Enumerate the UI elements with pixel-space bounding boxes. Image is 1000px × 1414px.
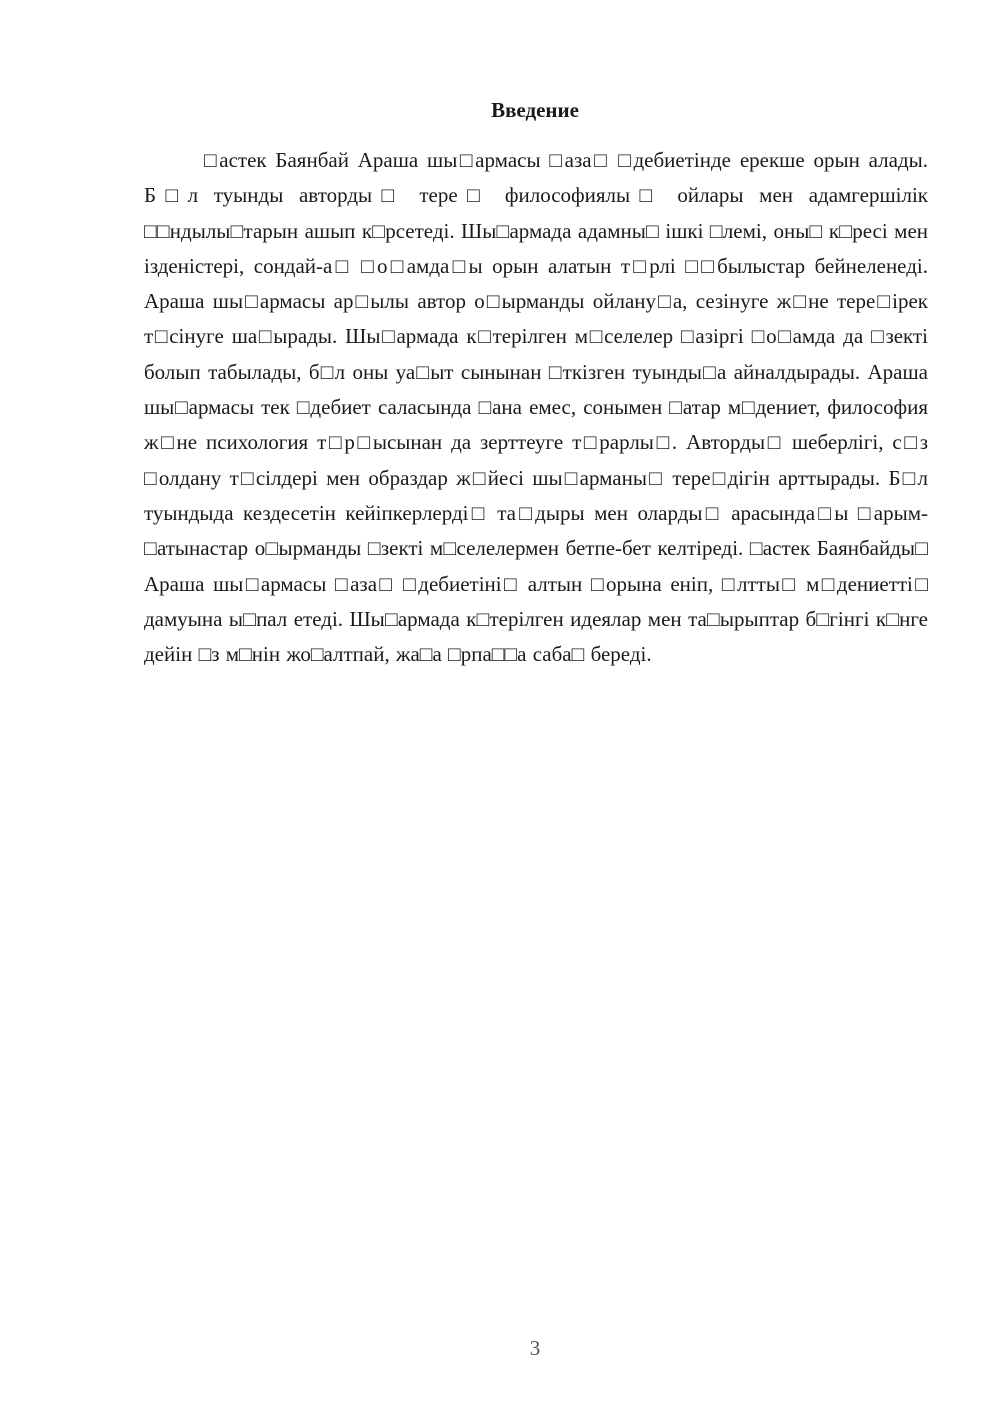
page-title: Введение (491, 98, 579, 122)
body-paragraph: □астек Баянбай Араша шы□армасы □аза□ □дебиетінде ерекше орын алады. Б□л туынды авторды□ тере□ философиялы□ ойлары мен адамгершілік □□ндылы□тарын ашып к□рсетеді. Шы□армада адамны□ ішкі □лемі, оны□ к□ресі мен ізденістері, сондай-а□ □о□амда□ы орын алатын т□рлі □□былыстар бейнеленеді. Араша шы□армасы ар□ылы автор о□ырманды ойлану□а, сезінуге ж□не тере□ірек т□сінуге ша□ырады. Шы□армада к□терілген м□селелер □азіргі □о□амда да □зекті болып табылады, б□л оны уа□ыт сынынан □ткізген туынды□а айналдырады. Араша шы□армасы тек □дебиет саласында □ана емес, сонымен □атар м□дениет, философия ж□не психология т□р□ысынан да зерттеуге т□рарлы□. Авторды□ шеберлігі, с□з □олдану т□сілдері мен образдар ж□йесі шы□арманы□ тере□дігін арттырады. Б□л туындыда кездесетін кейіпкерлерді□ та□дыры мен оларды□ арасында□ы □арым-□атынастар о□ырманды □зекті м□селелермен бетпе-бет келтіреді. □астек Баянбайды□ Араша шы□армасы □аза□ □дебиетіні□ алтын □орына еніп, □лтты□ м□дениетті□ дамуына ы□пал етеді. Шы□армада к□терілген идеялар мен та□ырыптар б□гінгі к□нге дейін □з м□нін жо□алтпай, жа□а □рпа□□а саба□ береді. (144, 148, 928, 667)
page-number: 3 (529, 1336, 541, 1360)
